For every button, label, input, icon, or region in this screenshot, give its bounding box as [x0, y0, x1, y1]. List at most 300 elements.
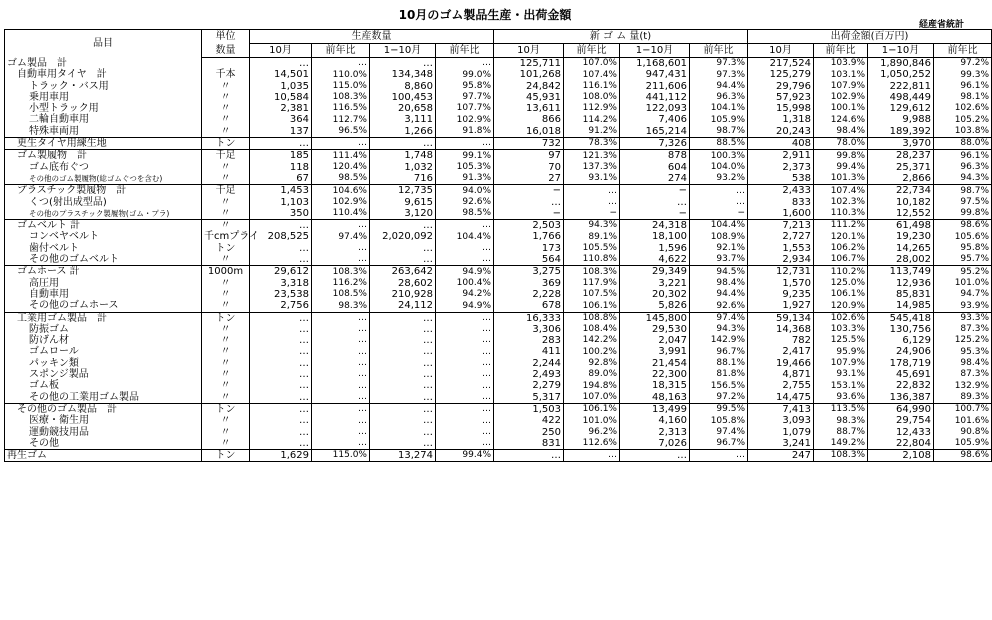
cell-value: 1,032 — [370, 162, 436, 173]
cell-value: 545,418 — [868, 312, 934, 324]
table-row — [5, 300, 992, 312]
header-sub-yoy: 前年比 — [564, 44, 620, 58]
cell-value: 14,985 — [868, 300, 934, 312]
row-unit: 〃 — [202, 220, 250, 232]
cell-value: 137 — [250, 126, 312, 138]
cell-yoy: 104.4% — [690, 220, 748, 232]
header-sub-ytd: 1−10月 — [620, 44, 690, 58]
header-production-qty: 生産数量 — [250, 30, 494, 44]
cell-value: 20,302 — [620, 289, 690, 300]
header-sub-yoy: 前年比 — [814, 44, 868, 58]
row-item-name: 更生タイヤ用練生地 — [5, 138, 202, 150]
table-row — [5, 427, 992, 438]
cell-yoy: 88.7% — [814, 427, 868, 438]
table-row — [5, 103, 992, 114]
cell-yoy: 156.5% — [690, 380, 748, 391]
table-row — [5, 138, 992, 150]
row-item-name: ゴム板 — [5, 380, 202, 391]
cell-yoy: 93.1% — [814, 369, 868, 380]
cell-value: 3,120 — [370, 208, 436, 220]
cell-value: 831 — [494, 438, 564, 450]
cell-value: 498,449 — [868, 92, 934, 103]
cell-yoy: 110.0% — [312, 69, 370, 80]
cell-yoy: 98.6% — [934, 220, 992, 232]
cell-value: − — [620, 208, 690, 220]
cell-yoy: 103.3% — [814, 324, 868, 335]
header-sub-month: 10月 — [250, 44, 312, 58]
cell-yoy: 94.9% — [436, 266, 494, 278]
cell-yoy: 87.3% — [934, 324, 992, 335]
cell-yoy: 97.3% — [690, 58, 748, 70]
rubber-products-table — [4, 29, 992, 462]
row-item-name: 歯付ベルト — [5, 243, 202, 254]
table-row — [5, 369, 992, 380]
cell-value: … — [250, 138, 312, 150]
cell-value: … — [250, 243, 312, 254]
row-unit: 〃 — [202, 254, 250, 266]
cell-value: − — [494, 185, 564, 197]
row-item-name: 医療・衛生用 — [5, 415, 202, 426]
cell-yoy: 110.3% — [814, 208, 868, 220]
cell-yoy: 194.8% — [564, 380, 620, 391]
cell-yoy: 137.3% — [564, 162, 620, 173]
cell-yoy: … — [312, 243, 370, 254]
table-row — [5, 450, 992, 462]
cell-yoy: 88.1% — [690, 358, 748, 369]
cell-yoy: 98.5% — [312, 173, 370, 185]
cell-value: 85,831 — [868, 289, 934, 300]
cell-value: 2,503 — [494, 220, 564, 232]
row-unit: トン — [202, 403, 250, 415]
cell-yoy: 132.9% — [934, 380, 992, 391]
cell-value: … — [370, 254, 436, 266]
cell-value: 2,047 — [620, 335, 690, 346]
cell-value: 4,160 — [620, 415, 690, 426]
cell-yoy: 98.4% — [814, 126, 868, 138]
cell-yoy: 93.9% — [934, 300, 992, 312]
cell-value: 2,020,092 — [370, 231, 436, 242]
cell-yoy: 94.4% — [690, 81, 748, 92]
row-unit: 〃 — [202, 346, 250, 357]
cell-yoy: 94.0% — [436, 185, 494, 197]
cell-value: … — [370, 438, 436, 450]
cell-value: … — [370, 369, 436, 380]
cell-value: − — [620, 185, 690, 197]
cell-yoy: 117.9% — [564, 278, 620, 289]
row-unit: 千cmプライ — [202, 231, 250, 242]
cell-yoy: 93.6% — [814, 392, 868, 404]
table-row — [5, 335, 992, 346]
row-item-name: その他のゴムホース — [5, 300, 202, 312]
cell-yoy: 93.2% — [690, 173, 748, 185]
cell-value: 2,493 — [494, 369, 564, 380]
cell-value: 3,221 — [620, 278, 690, 289]
cell-value: 23,538 — [250, 289, 312, 300]
row-item-name: くつ(射出成型品) — [5, 197, 202, 208]
row-unit: 〃 — [202, 208, 250, 220]
cell-yoy: 142.9% — [690, 335, 748, 346]
cell-yoy: … — [312, 312, 370, 324]
cell-value: 1,629 — [250, 450, 312, 462]
row-item-name: その他のプラスチック製履物(ゴム・プラ) — [5, 208, 202, 220]
cell-yoy: − — [690, 208, 748, 220]
table-row — [5, 173, 992, 185]
cell-value: 2,866 — [868, 173, 934, 185]
cell-yoy: 121.3% — [564, 150, 620, 162]
cell-value: 13,274 — [370, 450, 436, 462]
cell-value: 441,112 — [620, 92, 690, 103]
cell-yoy: 95.3% — [934, 346, 992, 357]
cell-yoy: … — [436, 335, 494, 346]
row-unit: 〃 — [202, 392, 250, 404]
cell-value: … — [250, 220, 312, 232]
cell-yoy: 100.7% — [934, 403, 992, 415]
cell-yoy: 125.5% — [814, 335, 868, 346]
cell-yoy: … — [312, 324, 370, 335]
row-item-name: その他のゴム製履物(総ゴムぐつを含む) — [5, 173, 202, 185]
cell-value: … — [250, 358, 312, 369]
cell-yoy: 102.6% — [934, 103, 992, 114]
row-item-name: 防振ゴム — [5, 324, 202, 335]
cell-yoy: … — [436, 369, 494, 380]
cell-yoy: … — [436, 58, 494, 70]
cell-yoy: 94.9% — [436, 300, 494, 312]
cell-value: 70 — [494, 162, 564, 173]
cell-value: 14,265 — [868, 243, 934, 254]
cell-value: 189,392 — [868, 126, 934, 138]
cell-value: 15,998 — [748, 103, 814, 114]
cell-value: 129,612 — [868, 103, 934, 114]
cell-yoy: 100.4% — [436, 278, 494, 289]
cell-value: 6,129 — [868, 335, 934, 346]
cell-value: 4,871 — [748, 369, 814, 380]
cell-value: 2,727 — [748, 231, 814, 242]
row-item-name: ゴムロール — [5, 346, 202, 357]
cell-yoy: … — [436, 220, 494, 232]
cell-yoy: 107.5% — [564, 289, 620, 300]
row-item-name: 二輪自動車用 — [5, 114, 202, 125]
cell-value: 2,279 — [494, 380, 564, 391]
cell-yoy: 102.6% — [814, 312, 868, 324]
cell-yoy: 89.1% — [564, 231, 620, 242]
row-unit: 千足 — [202, 150, 250, 162]
cell-value: 5,826 — [620, 300, 690, 312]
table-row — [5, 358, 992, 369]
table-row — [5, 438, 992, 450]
cell-yoy: 108.3% — [814, 450, 868, 462]
cell-yoy: 97.4% — [690, 427, 748, 438]
cell-value: 364 — [250, 114, 312, 125]
row-item-name: ゴム製履物 計 — [5, 150, 202, 162]
cell-yoy: … — [436, 243, 494, 254]
row-unit: 〃 — [202, 358, 250, 369]
cell-value: … — [370, 58, 436, 70]
cell-yoy: 89.3% — [934, 392, 992, 404]
cell-value: 350 — [250, 208, 312, 220]
cell-yoy: 99.8% — [934, 208, 992, 220]
cell-value: … — [250, 427, 312, 438]
row-unit: 千本 — [202, 69, 250, 80]
cell-yoy: … — [312, 403, 370, 415]
cell-value: … — [250, 335, 312, 346]
cell-yoy: 97.4% — [312, 231, 370, 242]
cell-yoy: 91.2% — [564, 126, 620, 138]
cell-yoy: 125.2% — [934, 335, 992, 346]
cell-value: … — [250, 312, 312, 324]
cell-yoy: 96.2% — [564, 427, 620, 438]
cell-value: 57,923 — [748, 92, 814, 103]
cell-value: 24,318 — [620, 220, 690, 232]
cell-value: … — [250, 254, 312, 266]
cell-value: … — [250, 403, 312, 415]
cell-yoy: 116.1% — [564, 81, 620, 92]
row-unit: 〃 — [202, 438, 250, 450]
cell-yoy: … — [436, 254, 494, 266]
cell-value: 100,453 — [370, 92, 436, 103]
cell-yoy: 107.4% — [564, 69, 620, 80]
cell-value: 8,860 — [370, 81, 436, 92]
cell-yoy: 99.3% — [934, 69, 992, 80]
cell-yoy: 90.8% — [934, 427, 992, 438]
cell-yoy: 88.0% — [934, 138, 992, 150]
cell-yoy: 108.3% — [564, 266, 620, 278]
cell-value: … — [494, 197, 564, 208]
table-row — [5, 346, 992, 357]
cell-value: 130,756 — [868, 324, 934, 335]
table-row — [5, 92, 992, 103]
cell-value: 19,230 — [868, 231, 934, 242]
cell-yoy: 92.8% — [564, 358, 620, 369]
cell-yoy: … — [690, 197, 748, 208]
cell-value: … — [250, 58, 312, 70]
row-unit: 〃 — [202, 114, 250, 125]
cell-value: 22,804 — [868, 438, 934, 450]
cell-value: 12,552 — [868, 208, 934, 220]
cell-value: 9,988 — [868, 114, 934, 125]
cell-value: 145,800 — [620, 312, 690, 324]
cell-yoy: 97.2% — [690, 392, 748, 404]
row-item-name: 自動車用タイヤ 計 — [5, 69, 202, 80]
cell-yoy: 113.5% — [814, 403, 868, 415]
cell-value: … — [370, 403, 436, 415]
header-sub-ytd: 1−10月 — [868, 44, 934, 58]
row-item-name: その他 — [5, 438, 202, 450]
cell-value: 7,026 — [620, 438, 690, 450]
cell-yoy: … — [436, 346, 494, 357]
cell-value: 3,318 — [250, 278, 312, 289]
cell-yoy: … — [436, 415, 494, 426]
cell-yoy: … — [690, 450, 748, 462]
cell-value: 866 — [494, 114, 564, 125]
cell-value: 45,691 — [868, 369, 934, 380]
cell-yoy: 94.3% — [564, 220, 620, 232]
row-item-name: その他のゴムベルト — [5, 254, 202, 266]
cell-yoy: 105.2% — [934, 114, 992, 125]
row-item-name: コンベヤベルト — [5, 231, 202, 242]
cell-value: … — [370, 335, 436, 346]
cell-yoy: 94.2% — [436, 289, 494, 300]
cell-yoy: 108.4% — [564, 324, 620, 335]
cell-value: 1,035 — [250, 81, 312, 92]
cell-value: 3,970 — [868, 138, 934, 150]
cell-yoy: … — [564, 450, 620, 462]
cell-value: … — [370, 312, 436, 324]
cell-yoy: 108.3% — [312, 92, 370, 103]
cell-yoy: 142.2% — [564, 335, 620, 346]
cell-value: 2,433 — [748, 185, 814, 197]
cell-yoy: 111.4% — [312, 150, 370, 162]
cell-yoy: 102.3% — [814, 197, 868, 208]
row-unit: 〃 — [202, 278, 250, 289]
cell-value: 3,241 — [748, 438, 814, 450]
cell-yoy: 103.8% — [934, 126, 992, 138]
cell-value: … — [370, 380, 436, 391]
cell-yoy: 96.3% — [690, 92, 748, 103]
cell-value: 1,079 — [748, 427, 814, 438]
cell-yoy: 112.9% — [564, 103, 620, 114]
cell-yoy: 95.2% — [934, 266, 992, 278]
cell-value: 118 — [250, 162, 312, 173]
cell-value: 9,235 — [748, 289, 814, 300]
cell-yoy: 98.4% — [690, 278, 748, 289]
cell-value: 59,134 — [748, 312, 814, 324]
cell-value: 1,890,846 — [868, 58, 934, 70]
cell-yoy: 93.3% — [934, 312, 992, 324]
header-unit-line2: 数量 — [202, 44, 250, 58]
row-unit: トン — [202, 312, 250, 324]
cell-yoy: 96.1% — [934, 150, 992, 162]
cell-yoy: 97.2% — [934, 58, 992, 70]
table-row — [5, 69, 992, 80]
cell-value: 1,766 — [494, 231, 564, 242]
cell-yoy: 100.1% — [814, 103, 868, 114]
cell-yoy: … — [436, 312, 494, 324]
cell-value: 538 — [748, 173, 814, 185]
cell-value: 247 — [748, 450, 814, 462]
row-item-name: パッキン類 — [5, 358, 202, 369]
table-row — [5, 254, 992, 266]
cell-yoy: 110.4% — [312, 208, 370, 220]
cell-value: 28,002 — [868, 254, 934, 266]
cell-yoy: … — [312, 335, 370, 346]
cell-yoy: 104.4% — [436, 231, 494, 242]
cell-value: 29,349 — [620, 266, 690, 278]
row-item-name: ゴムホース 計 — [5, 266, 202, 278]
table-row — [5, 278, 992, 289]
cell-value: … — [250, 415, 312, 426]
table-row — [5, 162, 992, 173]
cell-value: … — [370, 220, 436, 232]
cell-yoy: 87.3% — [934, 369, 992, 380]
cell-value: 1,503 — [494, 403, 564, 415]
row-unit: 千足 — [202, 185, 250, 197]
cell-value: − — [494, 208, 564, 220]
cell-yoy: 108.3% — [312, 266, 370, 278]
row-item-name: プラスチック製履物 計 — [5, 185, 202, 197]
cell-value: 2,108 — [868, 450, 934, 462]
cell-value: … — [250, 380, 312, 391]
cell-yoy: … — [436, 380, 494, 391]
cell-yoy: 98.5% — [436, 208, 494, 220]
cell-value: 20,658 — [370, 103, 436, 114]
cell-value: 1,553 — [748, 243, 814, 254]
cell-value: 28,602 — [370, 278, 436, 289]
cell-yoy: 149.2% — [814, 438, 868, 450]
cell-value: 125,279 — [748, 69, 814, 80]
header-sub-month: 10月 — [494, 44, 564, 58]
cell-yoy: 99.8% — [814, 150, 868, 162]
cell-yoy: 96.1% — [934, 81, 992, 92]
cell-yoy: 104.0% — [690, 162, 748, 173]
cell-value: 3,306 — [494, 324, 564, 335]
cell-yoy: 114.2% — [564, 114, 620, 125]
cell-yoy: 106.1% — [564, 403, 620, 415]
cell-yoy: … — [312, 346, 370, 357]
cell-value: 173 — [494, 243, 564, 254]
cell-yoy: 102.9% — [814, 92, 868, 103]
row-unit: トン — [202, 450, 250, 462]
cell-yoy: 98.4% — [934, 358, 992, 369]
cell-yoy: 106.1% — [814, 289, 868, 300]
cell-value: 21,454 — [620, 358, 690, 369]
cell-yoy: 91.8% — [436, 126, 494, 138]
cell-value: 1,318 — [748, 114, 814, 125]
row-item-name: ゴム製品 計 — [5, 58, 202, 70]
row-unit: 〃 — [202, 427, 250, 438]
row-unit: トン — [202, 138, 250, 150]
cell-yoy: 107.4% — [814, 185, 868, 197]
cell-yoy: 99.4% — [814, 162, 868, 173]
cell-yoy: 106.2% — [814, 243, 868, 254]
cell-value: 211,606 — [620, 81, 690, 92]
cell-value: 4,622 — [620, 254, 690, 266]
table-row — [5, 312, 992, 324]
cell-value: 7,213 — [748, 220, 814, 232]
cell-value: 263,642 — [370, 266, 436, 278]
cell-value: … — [370, 415, 436, 426]
table-row — [5, 197, 992, 208]
cell-yoy: 94.4% — [690, 289, 748, 300]
row-item-name: ゴム底布ぐつ — [5, 162, 202, 173]
cell-value: 3,275 — [494, 266, 564, 278]
cell-value: 878 — [620, 150, 690, 162]
table-row — [5, 208, 992, 220]
header-sub-month: 10月 — [748, 44, 814, 58]
row-item-name: ゴムベルト 計 — [5, 220, 202, 232]
row-unit: 〃 — [202, 289, 250, 300]
cell-yoy: … — [436, 438, 494, 450]
cell-yoy: 78.3% — [564, 138, 620, 150]
header-sub-yoy: 前年比 — [690, 44, 748, 58]
cell-yoy: 107.9% — [814, 81, 868, 92]
cell-yoy: 92.6% — [436, 197, 494, 208]
row-item-name: 高圧用 — [5, 278, 202, 289]
cell-value: … — [250, 438, 312, 450]
cell-value: … — [370, 427, 436, 438]
cell-value: 25,371 — [868, 162, 934, 173]
cell-yoy: 107.0% — [564, 58, 620, 70]
cell-yoy: 105.9% — [690, 114, 748, 125]
cell-value: 833 — [748, 197, 814, 208]
cell-value: 222,811 — [868, 81, 934, 92]
cell-yoy: 105.9% — [934, 438, 992, 450]
row-item-name: その他のゴム製品 計 — [5, 403, 202, 415]
cell-yoy: 120.1% — [814, 231, 868, 242]
table-row — [5, 324, 992, 335]
cell-yoy: … — [312, 220, 370, 232]
cell-yoy: … — [312, 138, 370, 150]
cell-yoy: 97.3% — [690, 69, 748, 80]
